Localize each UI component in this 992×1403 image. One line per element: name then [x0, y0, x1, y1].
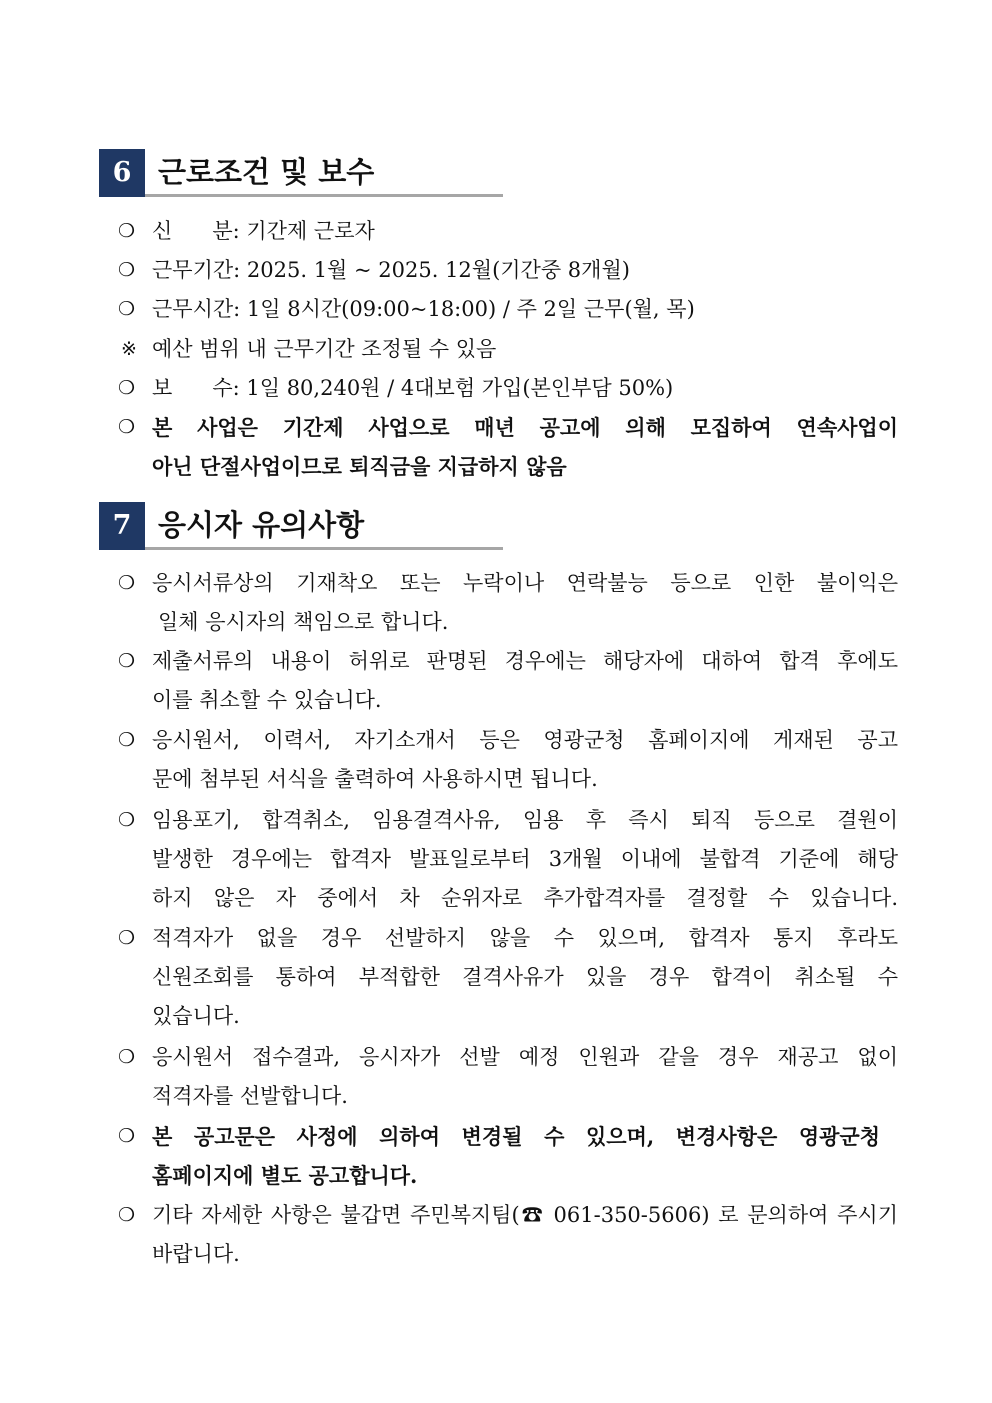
item-text-line: 임용포기, 합격취소, 임용결격사유, 임용 후 즉시 퇴직 등으로 결원이: [152, 808, 898, 832]
list-item-no-qualified: [118, 919, 898, 1036]
section-7-header: [99, 502, 503, 550]
circle-bullet-icon: ❍: [118, 572, 136, 594]
section-underline: [145, 547, 503, 550]
item-text-line: 홈페이지에 별도 공고합니다.: [152, 1163, 418, 1188]
item-text-line: 아닌 단절사업이므로 퇴직금을 지급하지 않음: [152, 454, 567, 479]
item-text-line: 바랍니다.: [152, 1242, 240, 1266]
item-text-line: 이를 취소할 수 있습니다.: [152, 688, 382, 712]
list-item-work-period: [118, 251, 898, 290]
item-text: 보 수: 1일 80,240원 / 4대보험 가입(본인부담 50%): [152, 376, 674, 400]
circle-bullet-icon: ❍: [118, 298, 136, 320]
item-text-line: 응시원서, 이력서, 자기소개서 등은 영광군청 홈페이지에 게재된 공고: [152, 728, 898, 752]
item-text: 근무시간: 1일 8시간(09:00~18:00) / 주 2일 근무(월, 목): [152, 297, 695, 321]
item-text-line: 있습니다.: [152, 1004, 240, 1028]
section-underline: [145, 194, 503, 197]
list-item-applicant-responsibility: [118, 564, 898, 642]
circle-bullet-icon: ❍: [118, 927, 136, 949]
section-title: 근로조건 및 보수: [158, 155, 375, 189]
item-text-line: 적격자가 없을 경우 선발하지 않을 수 있으며, 합격자 통지 후라도: [152, 926, 898, 950]
list-item-false-documents: [118, 642, 898, 720]
section-number-badge: 7: [99, 502, 145, 550]
item-text: 근무기간: 2025. 1월 ~ 2025. 12월(기간중 8개월): [152, 258, 630, 282]
item-text-line: 본 공고문은 사정에 의하여 변경될 수 있으며, 변경사항은 영광군청: [152, 1124, 880, 1149]
circle-bullet-icon: ❍: [118, 220, 136, 242]
list-item-forms: [118, 721, 898, 799]
item-text-line: 제출서류의 내용이 허위로 판명된 경우에는 해당자에 대하여 합격 후에도: [152, 649, 898, 673]
list-item-severance: [118, 408, 898, 486]
item-text-line: 발생한 경우에는 합격자 발표일로부터 3개월 이내에 불합격 기준에 해당: [152, 847, 898, 871]
list-item-same-count: [118, 1038, 898, 1116]
circle-bullet-icon: ❍: [118, 1125, 136, 1147]
item-text-line: 기타 자세한 사항은 불갑면 주민복지팀(☎ 061-350-5606) 로 문의하여 주시기: [152, 1203, 898, 1227]
item-text-line: 일체 응시자의 책임으로 합니다.: [158, 610, 449, 634]
circle-bullet-icon: ❍: [118, 416, 136, 438]
circle-bullet-icon: ❍: [118, 809, 136, 831]
reference-mark-icon: ※: [121, 338, 137, 360]
item-text-line: 응시원서 접수결과, 응시자가 선발 예정 인원과 같을 경우 재공고 없이: [152, 1045, 898, 1069]
list-item-status: [118, 212, 898, 251]
circle-bullet-icon: ❍: [118, 650, 136, 672]
circle-bullet-icon: ❍: [118, 1204, 136, 1226]
circle-bullet-icon: ❍: [118, 729, 136, 751]
section-number-badge: 6: [99, 149, 145, 197]
list-item-note: [118, 330, 898, 369]
section-6-header: [99, 149, 503, 197]
section-title: 응시자 유의사항: [158, 508, 365, 542]
item-text-line: 적격자를 선발합니다.: [152, 1084, 348, 1108]
item-text: 신 분: 기간제 근로자: [152, 219, 375, 243]
list-item-pay: [118, 369, 898, 408]
item-text-line: 문에 첨부된 서식을 출력하여 사용하시면 됩니다.: [152, 767, 598, 791]
item-text: 예산 범위 내 근무기간 조정될 수 있음: [152, 337, 497, 361]
circle-bullet-icon: ❍: [118, 259, 136, 281]
item-text-line: 하지 않은 자 중에서 차 순위자로 추가합격자를 결정할 수 있습니다.: [152, 886, 898, 910]
circle-bullet-icon: ❍: [118, 377, 136, 399]
item-text-line: 신원조회를 통하여 부적합한 결격사유가 있을 경우 합격이 취소될 수: [152, 965, 898, 989]
item-text-line: 응시서류상의 기재착오 또는 누락이나 연락불능 등으로 인한 불이익은: [152, 571, 898, 595]
item-text-line: 본 사업은 기간제 사업으로 매년 공고에 의해 모집하여 연속사업이: [152, 415, 898, 440]
list-item-notice-change: [118, 1117, 898, 1195]
circle-bullet-icon: ❍: [118, 1046, 136, 1068]
list-item-work-hours: [118, 290, 898, 329]
list-item-contact: [118, 1196, 898, 1274]
list-item-additional-hire: [118, 801, 898, 918]
